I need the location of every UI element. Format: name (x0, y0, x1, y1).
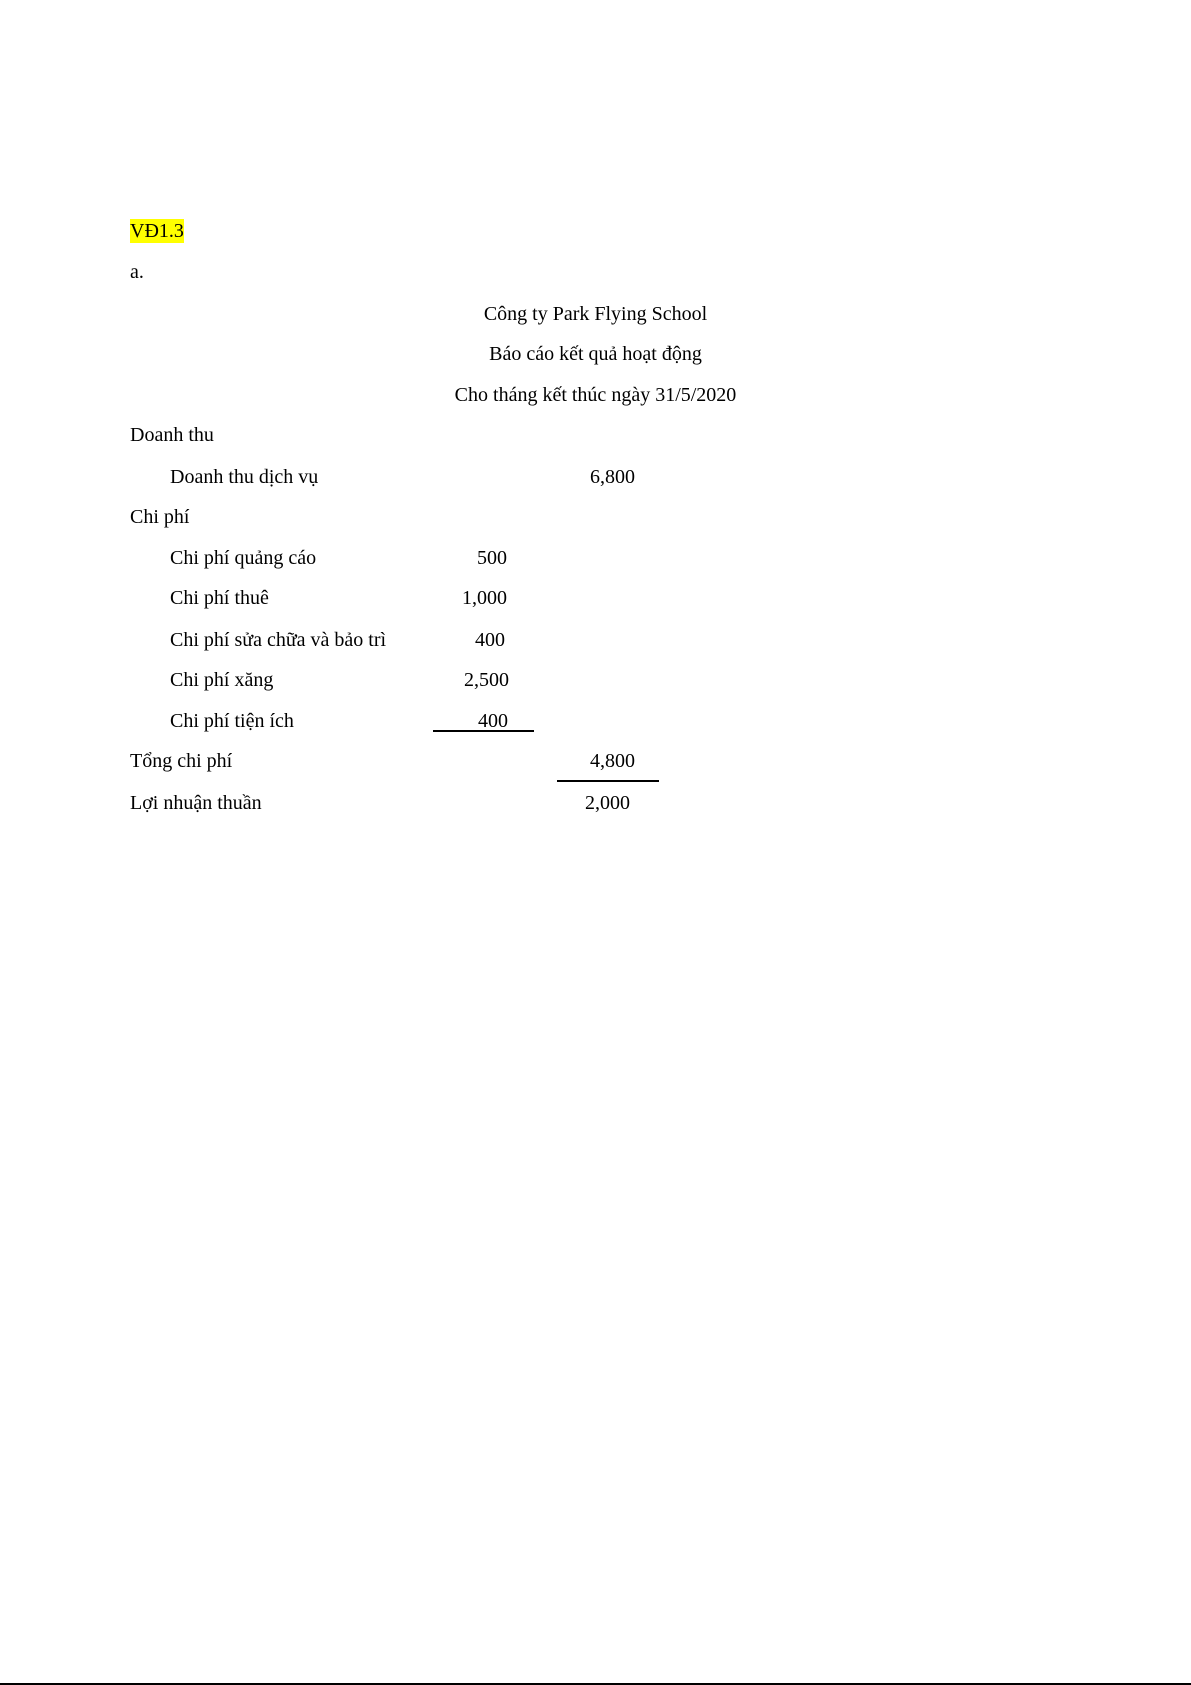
net-income-label: Lợi nhuận thuần (130, 792, 262, 814)
revenue-item-label: Doanh thu dịch vụ (170, 466, 319, 488)
statement-period: Cho tháng kết thúc ngày 31/5/2020 (454, 384, 737, 406)
part-label: a. (130, 261, 144, 283)
expense-item-label: Chi phí thuê (170, 587, 269, 609)
expense-item-label: Chi phí quảng cáo (170, 547, 317, 569)
expense-item-label: Chi phí sửa chữa và bảo trì (170, 629, 387, 651)
total-underline (557, 780, 659, 782)
expenses-heading: Chi phí (130, 506, 190, 528)
statement-title: Báo cáo kết quả hoạt động (489, 343, 702, 365)
exercise-label: VĐ1.3 (130, 220, 184, 242)
company-name: Công ty Park Flying School (483, 303, 708, 325)
total-expenses-amount: 4,800 (590, 750, 635, 772)
total-expenses-label: Tổng chi phí (130, 750, 233, 772)
expense-item-label: Chi phí tiện ích (170, 710, 294, 732)
expense-item-label: Chi phí xăng (170, 669, 274, 691)
expense-item-amount: 2,500 (464, 669, 509, 691)
expense-item-amount: 1,000 (462, 587, 507, 609)
expense-item-amount: 500 (477, 547, 507, 569)
subtotal-underline (433, 730, 534, 732)
net-income-amount: 2,000 (585, 792, 630, 814)
revenue-item-amount: 6,800 (590, 466, 635, 488)
revenue-heading: Doanh thu (130, 424, 214, 446)
expense-item-amount: 400 (475, 629, 505, 651)
expense-item-amount: 400 (478, 710, 508, 732)
